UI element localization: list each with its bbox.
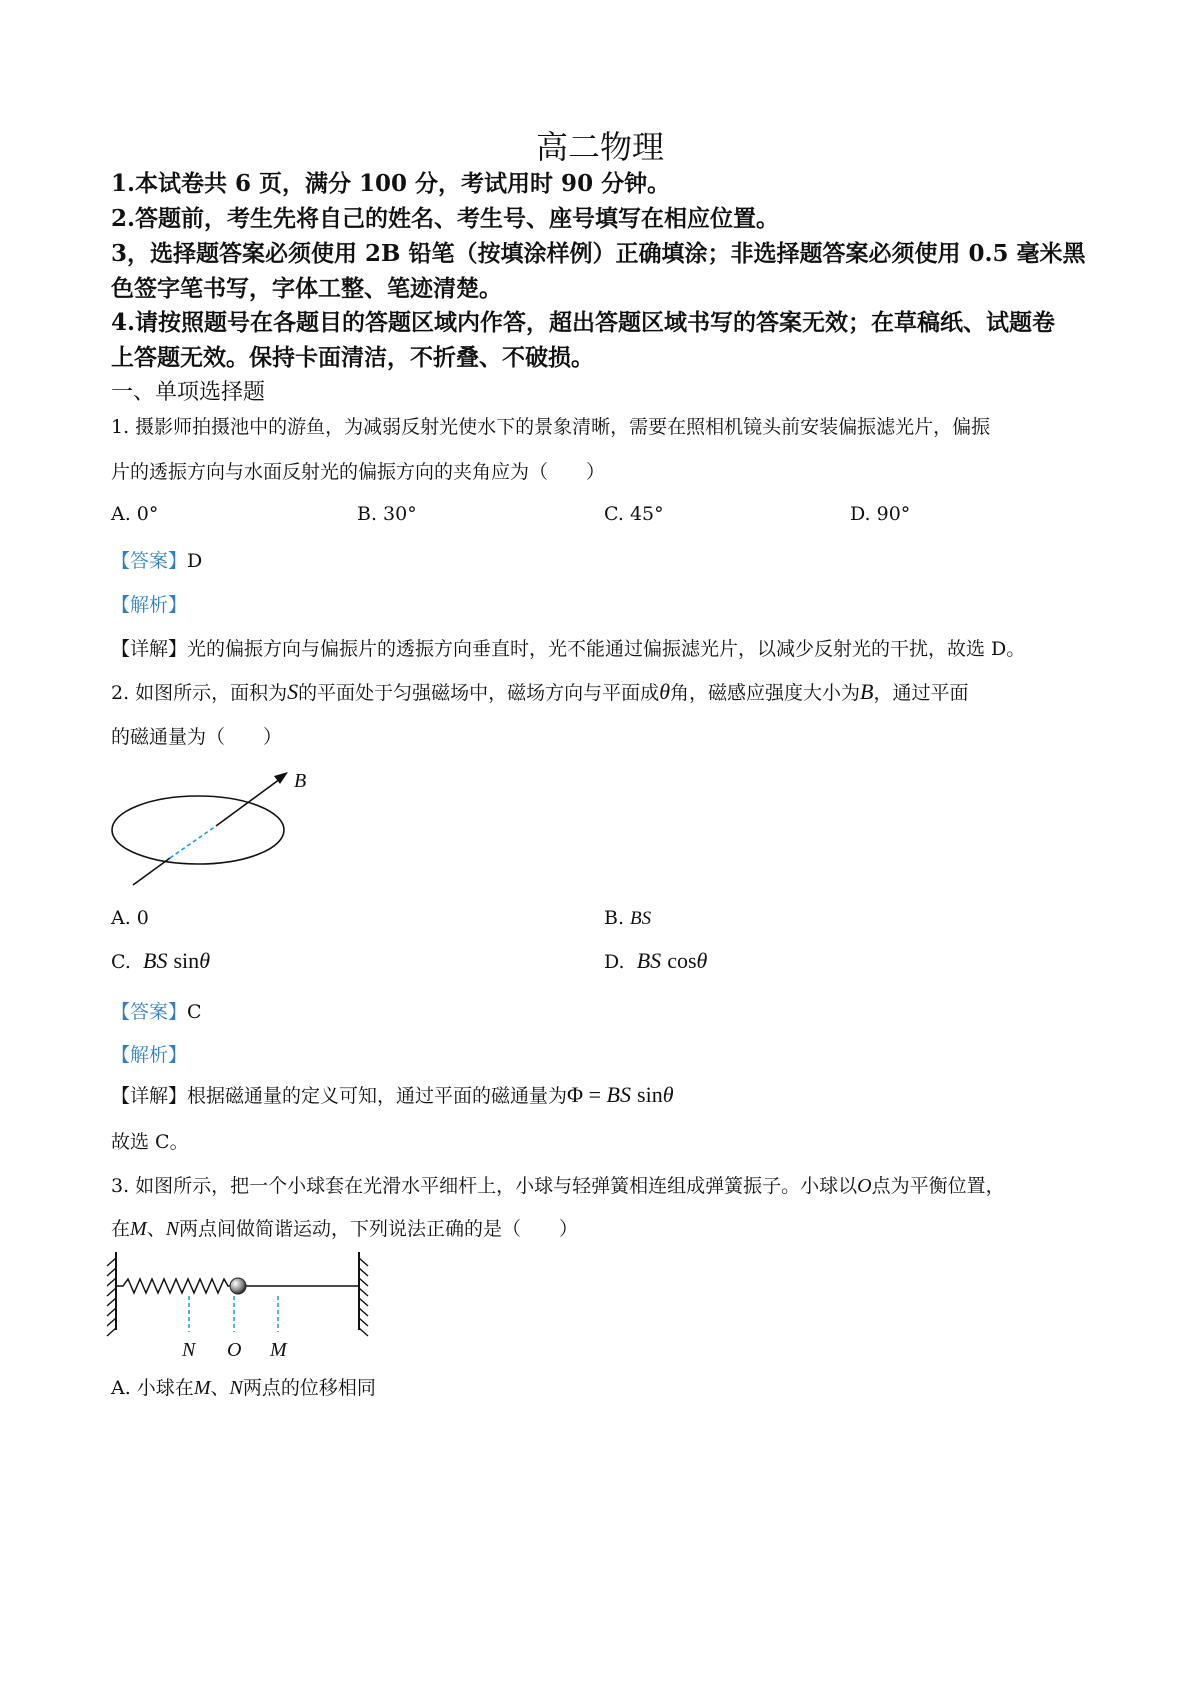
plane-ellipse	[112, 796, 284, 864]
detail-tag: 【详解】	[111, 1085, 188, 1107]
option-prefix: B.	[604, 907, 631, 929]
exam-note-4: 4.请按照题号在各题目的答题区域内作答，超出答题区域书写的答案无效；在草稿纸、试题卷	[111, 309, 1056, 336]
q2-text-part: ，通过平面	[873, 682, 969, 704]
detail-tag: 【详解】	[111, 638, 188, 660]
q3-stem-line2	[111, 1214, 578, 1241]
field-line-hidden	[170, 826, 216, 858]
var-m: M	[130, 1218, 147, 1240]
q3-text-part: 两点间做简谐运动，下列说法正确的是（ ）	[179, 1218, 579, 1240]
q1-answer	[111, 546, 202, 573]
formula-phi: Φ =	[567, 1082, 607, 1107]
q2-text-part: 角，磁感应强度大小为	[670, 682, 861, 704]
q2-magnetic-field-figure	[110, 760, 340, 900]
q2-option-c	[111, 948, 210, 974]
q2-stem-line1	[111, 678, 968, 705]
q2-stem-line2: 的磁通量为（ ）	[111, 726, 283, 748]
q3-text-part: 点为平衡位置，	[871, 1175, 1005, 1197]
var-n: N	[165, 1218, 180, 1240]
left-wall-hatch	[107, 1258, 116, 1336]
q1-analysis-tag: 【解析】	[111, 594, 188, 616]
q2-text-part: 的平面处于匀强磁场中，磁场方向与平面成	[298, 682, 660, 704]
var-theta: θ	[199, 948, 210, 973]
q3-text-part: 3. 如图所示，把一个小球套在光滑水平细杆上，小球与轻弹簧相连组成弹簧振子。小球以	[111, 1175, 858, 1197]
option-prefix: C.	[111, 951, 131, 973]
q3-spring-oscillator-figure	[104, 1250, 394, 1370]
field-line-upper	[216, 779, 280, 826]
q1-option-d: D. 90°	[850, 503, 911, 525]
exam-note-3: 3，选择题答案必须使用 2B 铅笔（按填涂样例）正确填涂；非选择题答案必须使用 0.5 毫米黑	[111, 240, 1086, 267]
q2-answer	[111, 997, 202, 1024]
q1-stem-line2: 片的透振方向与水面反射光的偏振方向的夹角应为（ ）	[111, 461, 606, 483]
var-m: M	[193, 1377, 211, 1399]
detail-text: 光的偏振方向与偏振片的透振方向垂直时，光不能通过偏振滤光片，以减少反射光的干扰，故选 D。	[187, 638, 1026, 660]
right-wall-hatch	[359, 1258, 368, 1336]
option-text: A. 小球在	[111, 1377, 194, 1399]
answer-value: D	[187, 550, 203, 572]
option-prefix: D.	[604, 951, 625, 973]
field-label-b: B	[294, 770, 307, 792]
option-fn: sin	[173, 948, 200, 973]
detail-text: 根据磁通量的定义可知，通过平面的磁通量为	[187, 1085, 568, 1107]
var-n: N	[229, 1377, 243, 1399]
formula-bs: BS	[606, 1082, 631, 1107]
q1-option-c: C. 45°	[604, 503, 664, 525]
q1-detail	[111, 634, 1025, 661]
spring	[116, 1279, 232, 1293]
q2-analysis-tag: 【解析】	[111, 1044, 188, 1066]
q2-option-d	[604, 948, 707, 974]
var-o: O	[857, 1175, 872, 1197]
exam-note-1: 1.本试卷共 6 页，满分 100 分，考试用时 90 分钟。	[111, 170, 671, 197]
q2-text-part: 2. 如图所示，面积为	[111, 682, 288, 704]
answer-tag: 【答案】	[111, 1001, 188, 1023]
q2-option-b	[604, 907, 651, 930]
label-m: M	[270, 1339, 287, 1361]
q2-option-a: A. 0	[111, 907, 149, 929]
exam-note-4-cont: 上答题无效。保持卡面清洁，不折叠、不破损。	[111, 344, 594, 371]
ball	[230, 1278, 246, 1294]
field-line-lower	[133, 858, 170, 885]
q3-text-part: 在	[111, 1218, 131, 1240]
var-theta: θ	[659, 679, 670, 704]
q1-option-a: A. 0°	[111, 503, 159, 525]
var-theta: θ	[696, 948, 708, 973]
exam-note-3-cont: 色签字笔书写，字体工整、笔迹清楚。	[111, 275, 502, 302]
label-o: O	[227, 1339, 242, 1361]
page-title: 高二物理	[535, 128, 664, 166]
formula-fn: sin	[637, 1082, 663, 1107]
q3-option-a	[111, 1373, 376, 1400]
section-heading: 一、单项选择题	[111, 380, 266, 405]
option-expr: BS	[143, 948, 168, 973]
var-s: S	[287, 679, 299, 704]
exam-note-2: 2.答题前，考生先将自己的姓名、考生号、座号填写在相应位置。	[111, 205, 780, 232]
option-text: 、	[210, 1377, 230, 1399]
option-expr: BS	[630, 908, 652, 929]
q1-stem-line1: 1. 摄影师拍摄池中的游鱼，为减弱反射光使水下的景象清晰，需要在照相机镜头前安装偏振滤光片，偏振	[111, 416, 991, 438]
q3-text-part: 、	[146, 1218, 166, 1240]
label-n: N	[182, 1339, 196, 1361]
option-fn: cos	[667, 948, 697, 973]
q1-option-b: B. 30°	[357, 503, 417, 525]
var-theta: θ	[662, 1082, 674, 1107]
answer-value: C	[187, 1001, 202, 1023]
q2-detail	[111, 1081, 674, 1108]
q3-stem-line1	[111, 1171, 1005, 1198]
q2-conclusion: 故选 C。	[111, 1131, 189, 1153]
option-text: 两点的位移相同	[242, 1377, 376, 1399]
option-expr: BS	[636, 948, 662, 973]
answer-tag: 【答案】	[111, 550, 188, 572]
var-b: B	[860, 679, 874, 704]
